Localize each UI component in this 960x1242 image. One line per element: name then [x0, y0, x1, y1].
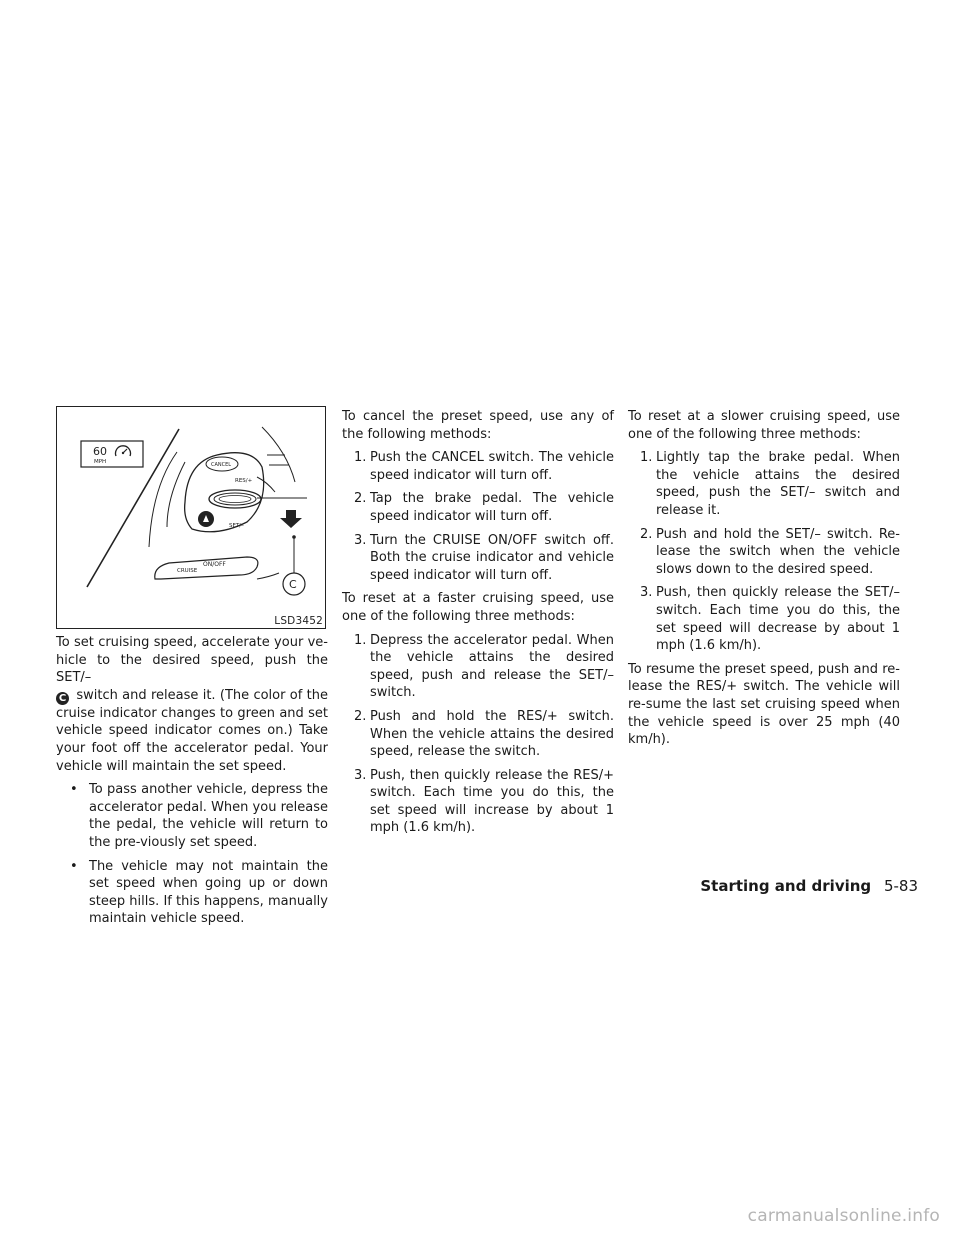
list-number: 2. — [354, 708, 367, 724]
slower-intro: To reset at a slower cruising speed, use one of the following three methods: — [628, 409, 900, 442]
list-number: 1. — [354, 450, 367, 466]
column-2 — [342, 408, 614, 843]
list-item — [342, 767, 614, 837]
list-text: Push the CANCEL switch. The vehicle speed indicator will turn off. — [370, 450, 614, 483]
set-speed-text-b: switch and release it. (The color of the cruise indicator changes to green and set vehicle speed indicator comes on.) Take your foot off the accelerator pedal. Your vehicle will maintain the set speed. — [56, 687, 328, 774]
list-item — [342, 490, 614, 525]
push-arrow-icon — [280, 510, 302, 528]
speed-value: 60 — [93, 445, 107, 458]
list-text: Depress the accelerator pedal. When the vehicle attains the desired speed, push and release the SET/– switch. — [370, 632, 614, 701]
list-item — [628, 584, 900, 654]
list-item — [628, 449, 900, 519]
list-text: Push, then quickly release the RES/+ switch. Each time you do this, the set speed will increase by about 1 mph (1.6 km/h). — [370, 767, 614, 836]
page-number: 5-83 — [883, 877, 918, 895]
cruise-control-illustration — [56, 406, 326, 629]
list-number: 1. — [354, 632, 367, 648]
column-3 — [628, 408, 900, 755]
bullet-marker: • — [70, 858, 78, 874]
watermark: carmanualsonline.info — [747, 1206, 940, 1226]
list-number: 3. — [354, 532, 367, 548]
faster-intro: To reset at a faster cruising speed, use one of the following three methods: — [342, 591, 614, 624]
bullet-text: To pass another vehicle, depress the accelerator pedal. When you release the pedal, the vehicle will return to the pre-viously set speed. — [89, 782, 328, 850]
list-text: Push and hold the SET/– switch. Re-lease the switch when the vehicle slows down to the desired speed. — [656, 526, 900, 577]
steering-switch-drawing — [57, 407, 325, 628]
res-label: RES/+ — [235, 478, 253, 484]
list-item — [342, 708, 614, 761]
speed-display-box — [81, 441, 143, 467]
cruise-label: CRUISE — [177, 568, 198, 574]
set-label: SET/– — [229, 523, 244, 529]
list-item — [56, 858, 328, 928]
list-text: Push, then quickly release the SET/– switch. Each time you do this, the set speed will decrease by about 1 mph (1.6 km/h). — [656, 585, 900, 654]
callout-c-badge: C — [56, 692, 69, 705]
onoff-label: ON/OFF — [203, 561, 226, 568]
speed-unit: MPH — [94, 459, 107, 465]
cancel-intro: To cancel the preset speed, use any of the following methods: — [342, 409, 614, 442]
list-number: 2. — [640, 526, 653, 542]
list-number: 3. — [354, 767, 367, 783]
bullet-text: The vehicle may not maintain the set speed when going up or down steep hills. If this happens, manually maintain vehicle speed. — [89, 858, 328, 927]
list-text: Push and hold the RES/+ switch. When the vehicle attains the desired speed, release the switch. — [370, 708, 614, 760]
list-text: Tap the brake pedal. The vehicle speed indicator will turn off. — [370, 491, 614, 524]
list-item — [56, 781, 328, 851]
bullet-marker: • — [70, 782, 78, 798]
column-1 — [56, 634, 328, 934]
list-number: 2. — [354, 491, 367, 507]
list-item — [342, 532, 614, 585]
list-item — [342, 632, 614, 702]
resume-paragraph: To resume the preset speed, push and re-lease the RES/+ switch. The vehicle will re-sume the last set cruising speed when the vehicle speed is over 25 mph (40 km/h). — [628, 661, 900, 748]
callout-letter: C — [289, 578, 297, 591]
set-speed-paragraph — [56, 634, 328, 775]
list-item — [342, 449, 614, 484]
list-text: Turn the CRUISE ON/OFF switch off. Both the cruise indicator and vehicle speed indicator will turn off. — [370, 532, 614, 583]
speedometer-icon — [116, 446, 131, 456]
set-speed-text-a: To set cruising speed, accelerate your ve-hicle to the desired speed, push the SET/– — [56, 635, 328, 686]
list-number: 3. — [640, 585, 653, 601]
page-footer — [700, 877, 918, 895]
list-number: 1. — [640, 450, 653, 466]
list-item — [628, 526, 900, 579]
list-text: Lightly tap the brake pedal. When the vehicle attains the desired speed, push the SET/– switch and release it. — [656, 450, 900, 518]
figure-code: LSD3452 — [274, 615, 323, 627]
cancel-label: CANCEL — [211, 462, 232, 468]
section-title: Starting and driving — [700, 877, 872, 895]
